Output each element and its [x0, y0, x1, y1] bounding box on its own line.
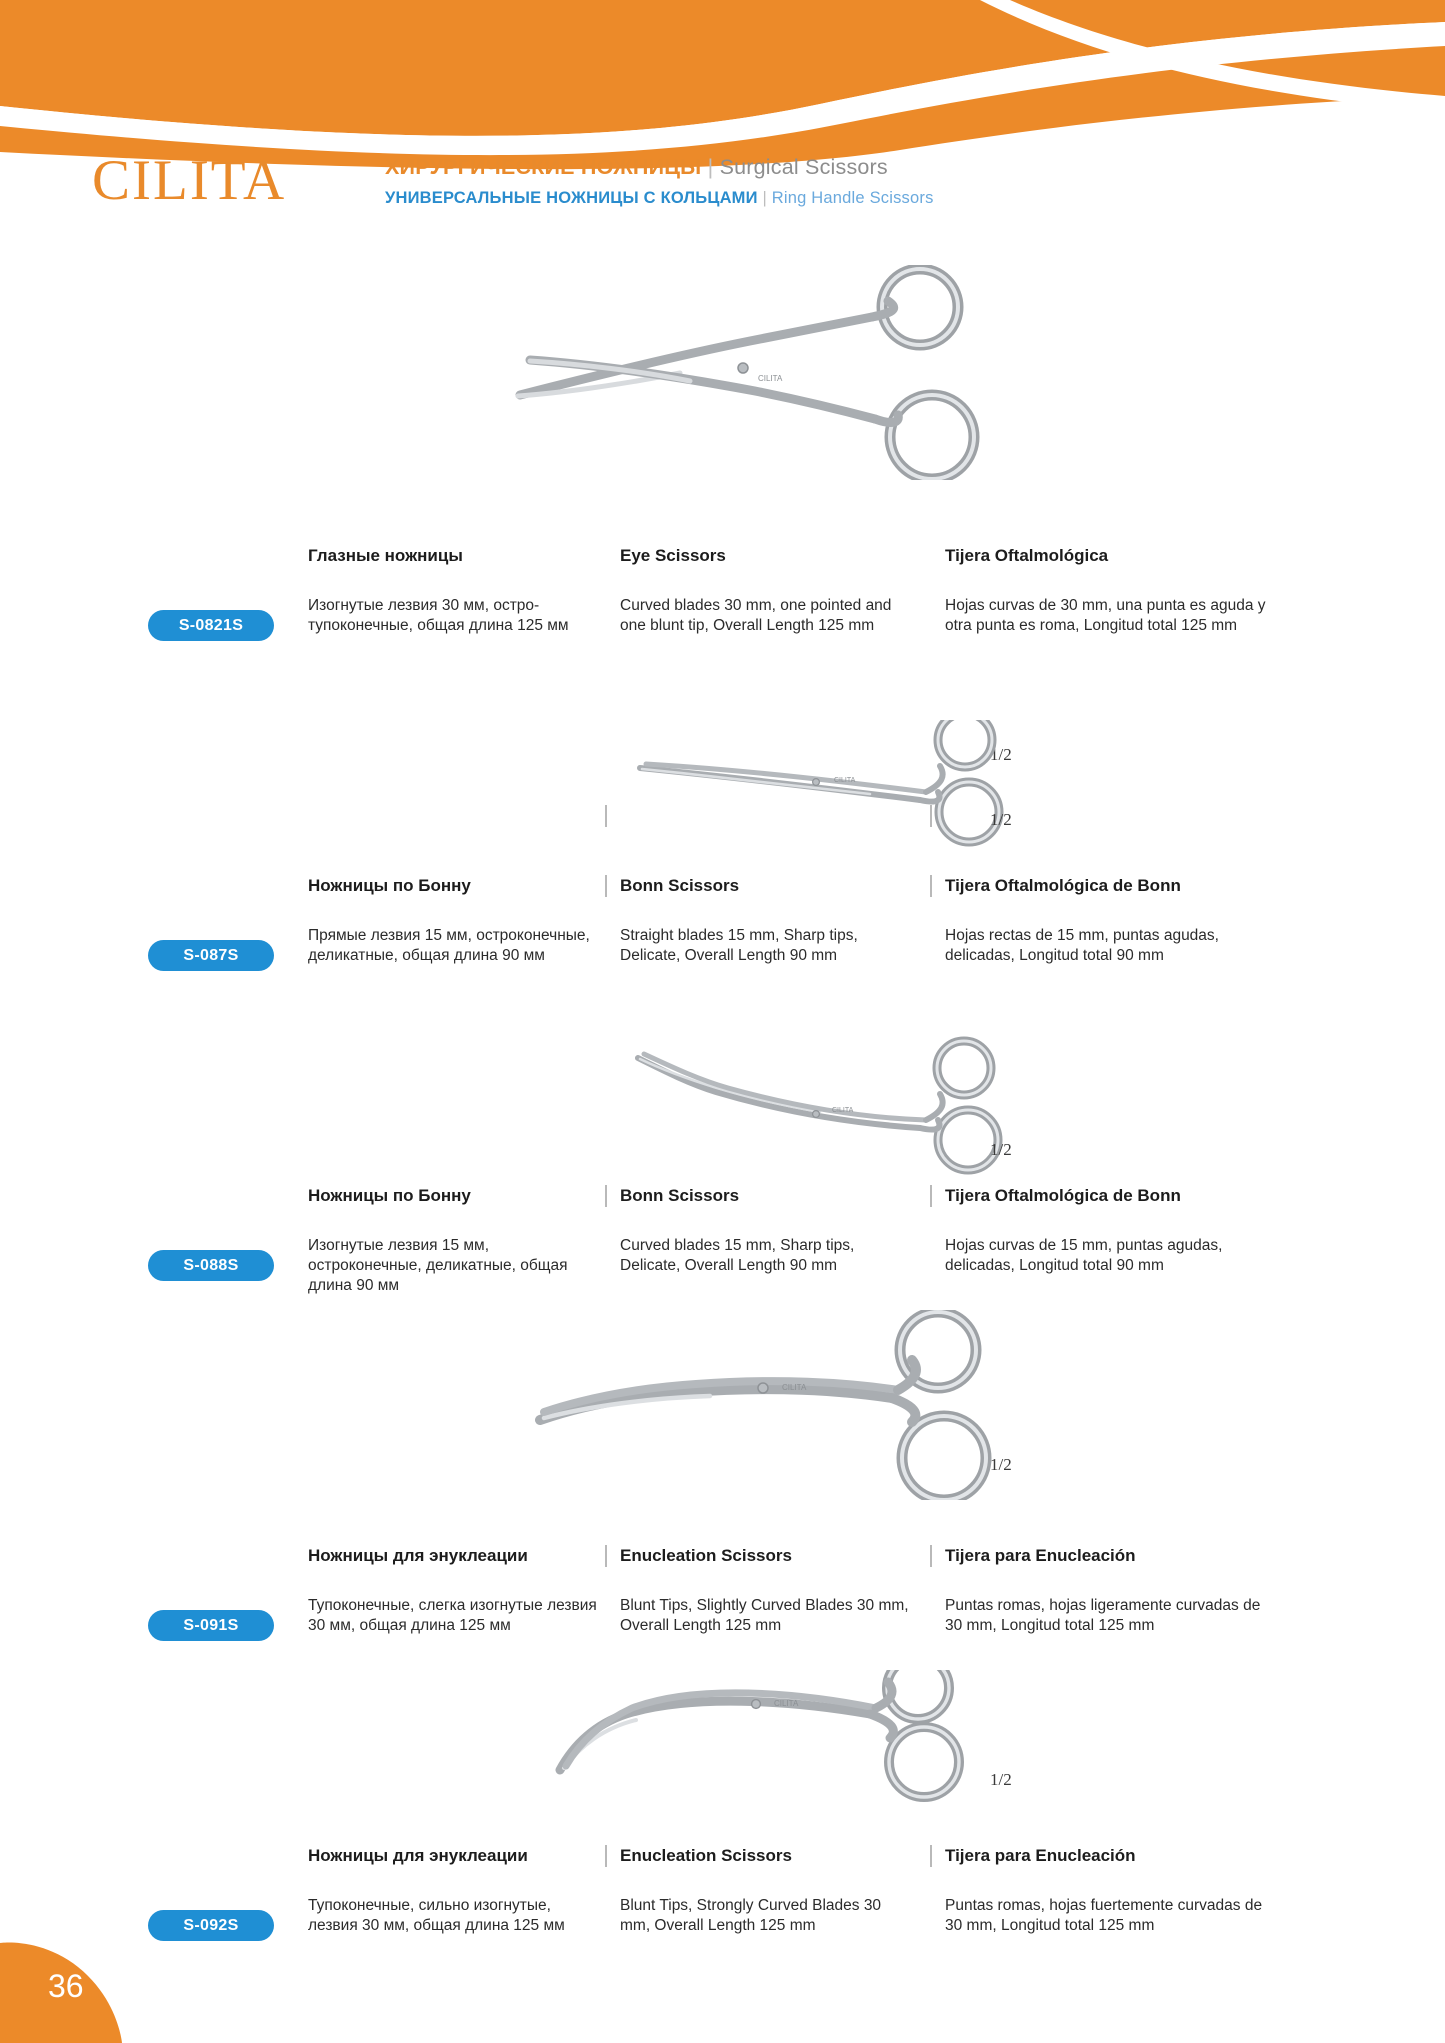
product-description-en: Blunt Tips, Slightly Curved Blades 30 mm, Overall Length 125 mm	[620, 1597, 909, 1634]
product-entry	[0, 265, 1445, 764]
subtitle-separator: |	[762, 189, 767, 207]
footer-decoration	[0, 1883, 200, 2043]
product-description-en: Curved blades 15 mm, Sharp tips, Delicate, Overall Length 90 mm	[620, 1237, 855, 1274]
product-name-es: Tijera Oftalmológica	[945, 546, 1109, 565]
product-name-ru: Ножницы для энуклеации	[308, 1846, 528, 1865]
title-separator: |	[707, 155, 714, 179]
product-code-badge: S-0821S	[148, 610, 274, 641]
column-divider	[930, 1185, 932, 1207]
product-entry	[0, 1310, 1445, 1634]
product-description-en: Curved blades 30 mm, one pointed and one blunt tip, Overall Length 125 mm	[620, 597, 892, 634]
product-name-en: Bonn Scissors	[620, 876, 740, 895]
product-name-ru: Ножницы по Бонну	[308, 876, 471, 895]
product-description-ru: Изогнутые лезвия 15 мм, остроконечные, деликатные, общая длина 90 мм	[308, 1237, 568, 1294]
product-description-es: Puntas romas, hojas ligeramente curvadas de 30 mm, Longitud total 125 mm	[945, 1597, 1261, 1634]
page-title-en: Surgical Scissors	[719, 155, 888, 179]
product-name-en: Enucleation Scissors	[620, 1846, 792, 1865]
product-name-es: Tijera para Enucleación	[945, 1546, 1136, 1565]
product-description-ru: Прямые лезвия 15 мм, остроконечные, деликатные, общая длина 90 мм	[308, 927, 590, 964]
product-entry	[0, 700, 1445, 964]
product-code-badge: S-088S	[148, 1250, 274, 1281]
column-divider	[605, 1845, 607, 1867]
scale-label: 1/2	[990, 745, 1012, 764]
product-name-en: Bonn Scissors	[620, 1186, 740, 1205]
scale-label: 1/2	[990, 1140, 1012, 1159]
product-code-badge: S-087S	[148, 940, 274, 971]
product-name-ru: Глазные ножницы	[308, 546, 463, 565]
product-description-es: Hojas curvas de 30 mm, una punta es aguda y otra punta es roma, Longitud total 125 mm	[945, 597, 1266, 634]
product-code-badge: S-091S	[148, 1610, 274, 1641]
page-subtitle	[385, 189, 934, 208]
brand-logo: CILITA	[92, 149, 287, 212]
product-image-enucleation-slight	[0, 1310, 1445, 1520]
column-divider	[605, 1185, 607, 1207]
column-divider	[930, 1545, 932, 1567]
product-description-ru: Тупоконечные, сильно изогнутые, лезвия 30 мм, общая длина 125 мм	[308, 1897, 565, 1934]
product-description-ru: Изогнутые лезвия 30 мм, остро-тупоконечные, общая длина 125 мм	[308, 597, 569, 634]
scale-label: 1/2	[990, 810, 1012, 829]
product-name-es: Tijera para Enucleación	[945, 1846, 1136, 1865]
page-subtitle-en: Ring Handle Scissors	[771, 189, 934, 207]
svg-text:CILITA: CILITA	[832, 1107, 854, 1114]
scale-label: 1/2	[990, 1770, 1012, 1789]
page-title-ru: ХИРУРГИЧЕСКИЕ НОЖНИЦЫ	[385, 155, 702, 179]
product-entry	[0, 1670, 1445, 1934]
product-name-en: Eye Scissors	[620, 546, 726, 565]
product-name-ru: Ножницы по Бонну	[308, 1186, 471, 1205]
column-divider	[605, 875, 607, 897]
svg-text:CILITA: CILITA	[774, 1699, 799, 1708]
page-subtitle-ru: УНИВЕРСАЛЬНЫЕ НОЖНИЦЫ С КОЛЬЦАМИ	[385, 189, 758, 207]
product-name-es: Tijera Oftalmológica de Bonn	[945, 876, 1181, 895]
product-name-en: Enucleation Scissors	[620, 1546, 792, 1565]
svg-text:CILITA: CILITA	[758, 374, 783, 383]
product-description-ru: Тупоконечные, слегка изогнутые лезвия 30 мм, общая длина 125 мм	[308, 1597, 597, 1634]
column-divider	[930, 1845, 932, 1867]
product-description-en: Blunt Tips, Strongly Curved Blades 30 mm, Overall Length 125 mm	[620, 1897, 882, 1934]
product-entry	[0, 1010, 1445, 1294]
product-description-es: Hojas curvas de 15 mm, puntas agudas, delicadas, Longitud total 90 mm	[945, 1237, 1223, 1274]
svg-text:CILITA: CILITA	[782, 1383, 807, 1392]
product-description-es: Hojas rectas de 15 mm, puntas agudas, delicadas, Longitud total 90 mm	[945, 927, 1219, 964]
svg-text:CILITA: CILITA	[834, 777, 856, 784]
column-divider	[930, 875, 932, 897]
product-description-en: Straight blades 15 mm, Sharp tips, Delicate, Overall Length 90 mm	[620, 927, 858, 964]
page-number: 36	[48, 1968, 84, 2004]
page-title	[385, 155, 934, 180]
scale-label: 1/2	[990, 1455, 1012, 1474]
product-description-es: Puntas romas, hojas fuertemente curvadas de 30 mm, Longitud total 125 mm	[945, 1897, 1263, 1934]
page-title-block	[385, 155, 934, 208]
product-code-badge: S-092S	[148, 1910, 274, 1941]
column-divider	[605, 1545, 607, 1567]
product-name-ru: Ножницы для энуклеации	[308, 1546, 528, 1565]
product-name-es: Tijera Oftalmológica de Bonn	[945, 1186, 1181, 1205]
